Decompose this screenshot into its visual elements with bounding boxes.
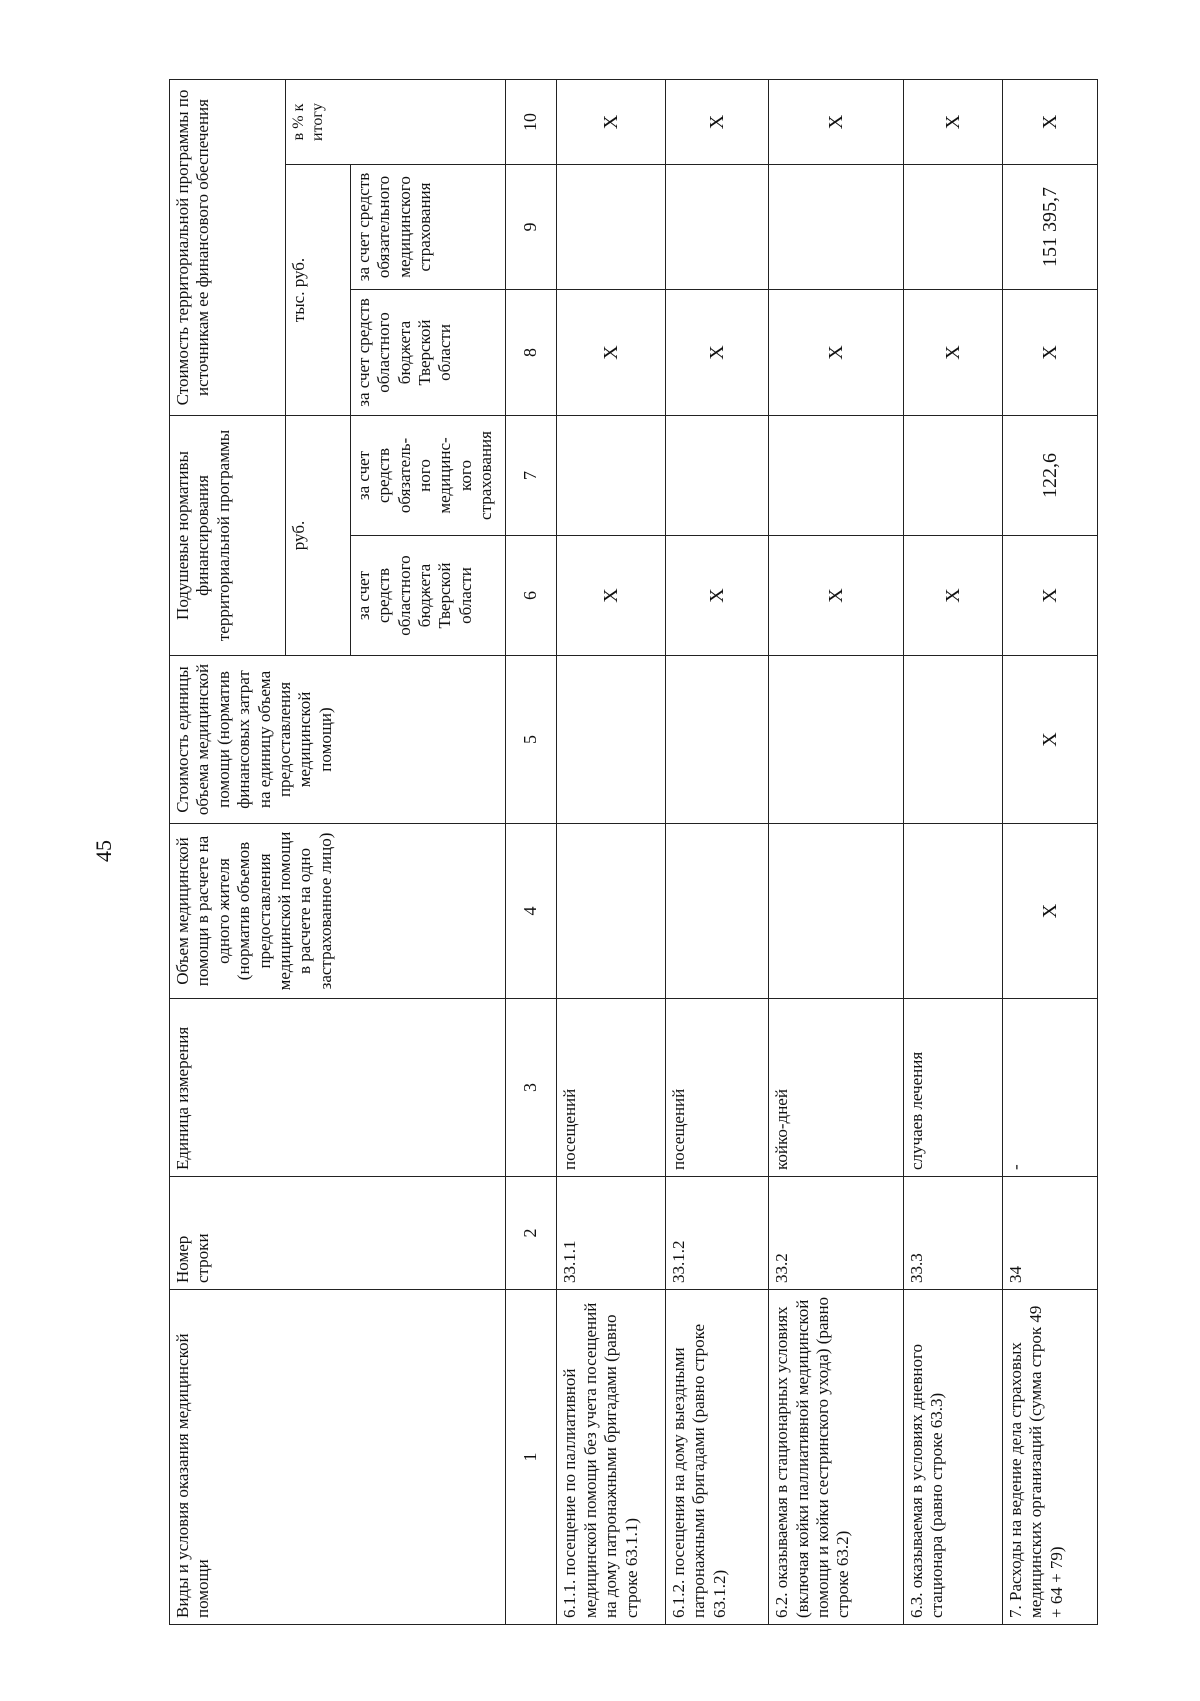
header-unit: Единица измерения [170, 999, 506, 1177]
row-col8: Х [769, 289, 903, 415]
row-name: 7. Расходы на ведение дела страховых медицинских организаций (сумма строк 49 + 64 + 79) [1002, 1290, 1097, 1625]
row-col10: Х [557, 79, 666, 164]
row-name: 6.1.2. посещения на дому выездными патронажными бригадами (равно строке 63.1.2) [665, 1290, 768, 1625]
row-line-number: 33.2 [769, 1177, 903, 1290]
row-unit: посещений [557, 999, 666, 1177]
row-volume: Х [1002, 824, 1097, 999]
header-unit-cost: Стоимость единицы объема медицинской помощи (норматив финансовых затрат на единицу объема предоставления медицинской помощи) [170, 656, 506, 824]
table-row [1002, 79, 1097, 1624]
header-thous-rub: тыс. руб. [285, 164, 350, 415]
column-number: 2 [505, 1177, 557, 1290]
column-number-row [505, 79, 557, 1624]
column-number: 3 [505, 999, 557, 1177]
header-col9: за счет средств обязательного медицинского страхования [350, 164, 505, 289]
row-col9: 151 395,7 [1002, 164, 1097, 289]
row-col9 [769, 164, 903, 289]
row-name: 6.3. оказываемая в условиях дневного стационара (равно строке 63.3) [903, 1290, 1002, 1625]
row-col10: Х [665, 79, 768, 164]
row-col9 [557, 164, 666, 289]
column-number: 5 [505, 656, 557, 824]
row-col7 [903, 415, 1002, 535]
row-line-number: 33.1.1 [557, 1177, 666, 1290]
row-name: 6.2. оказываемая в стационарных условиях (включая койки паллиативной медицинской помощи и койки сестринского ухода) (равно строке 63.2) [769, 1290, 903, 1625]
row-unit: посещений [665, 999, 768, 1177]
header-per-capita-group: Подушевые нормативы финансирования территориальной программы [170, 415, 286, 655]
financing-table [169, 79, 1098, 1625]
table-row [769, 79, 903, 1624]
header-col6: за счет средств областного бюджета Тверской области [350, 536, 505, 656]
row-volume [769, 824, 903, 999]
row-unit-cost: Х [1002, 656, 1097, 824]
row-col9 [665, 164, 768, 289]
row-col9 [903, 164, 1002, 289]
row-col7 [769, 415, 903, 535]
table-row [557, 79, 666, 1624]
table-row [903, 79, 1002, 1624]
row-col7: 122,6 [1002, 415, 1097, 535]
table-container [169, 90, 1098, 1625]
column-number: 6 [505, 536, 557, 656]
row-col7 [665, 415, 768, 535]
row-col8: Х [1002, 289, 1097, 415]
row-unit-cost [557, 656, 666, 824]
header-line-number: Номер строки [170, 1177, 506, 1290]
row-unit: - [1002, 999, 1097, 1177]
row-volume [557, 824, 666, 999]
column-number: 10 [505, 79, 557, 164]
row-col7 [557, 415, 666, 535]
header-rub: руб. [285, 415, 350, 655]
header-percent: в % к итогу [285, 79, 505, 164]
row-col6: Х [665, 536, 768, 656]
column-number: 9 [505, 164, 557, 289]
page-number: 45 [91, 840, 116, 862]
header-volume: Объем медицинской помощи в расчете на одного жителя (норматив объемов предоставления медицинской помощи в расчете на одно застрахованное лицо) [170, 824, 506, 999]
row-col6: Х [903, 536, 1002, 656]
header-col8: за счет средств областного бюджета Тверской области [350, 289, 505, 415]
row-col8: Х [557, 289, 666, 415]
row-unit-cost [769, 656, 903, 824]
column-number: 8 [505, 289, 557, 415]
row-col6: Х [769, 536, 903, 656]
header-col7: за счет средств обязатель-ного медицинс-кого страхования [350, 415, 505, 535]
row-volume [903, 824, 1002, 999]
row-col8: Х [903, 289, 1002, 415]
row-unit-cost [665, 656, 768, 824]
row-line-number: 33.1.2 [665, 1177, 768, 1290]
column-number: 4 [505, 824, 557, 999]
column-number: 7 [505, 415, 557, 535]
row-line-number: 33.3 [903, 1177, 1002, 1290]
row-unit: койко-дней [769, 999, 903, 1177]
row-line-number: 34 [1002, 1177, 1097, 1290]
row-col6: Х [1002, 536, 1097, 656]
column-number: 1 [505, 1290, 557, 1625]
row-unit: случаев лечения [903, 999, 1002, 1177]
header-program-cost-group: Стоимость территориальной программы по источникам ее финансового обеспечения [170, 79, 286, 415]
row-volume [665, 824, 768, 999]
row-col10: Х [1002, 79, 1097, 164]
row-col10: Х [769, 79, 903, 164]
row-col8: Х [665, 289, 768, 415]
row-name: 6.1.1. посещение по паллиативной медицинской помощи без учета посещений на дому патронажными бригадами (равно строке 63.1.1) [557, 1290, 666, 1625]
row-col10: Х [903, 79, 1002, 164]
header-kinds: Виды и условия оказания медицинской помощи [170, 1290, 506, 1625]
row-col6: Х [557, 536, 666, 656]
row-unit-cost [903, 656, 1002, 824]
table-row [665, 79, 768, 1624]
